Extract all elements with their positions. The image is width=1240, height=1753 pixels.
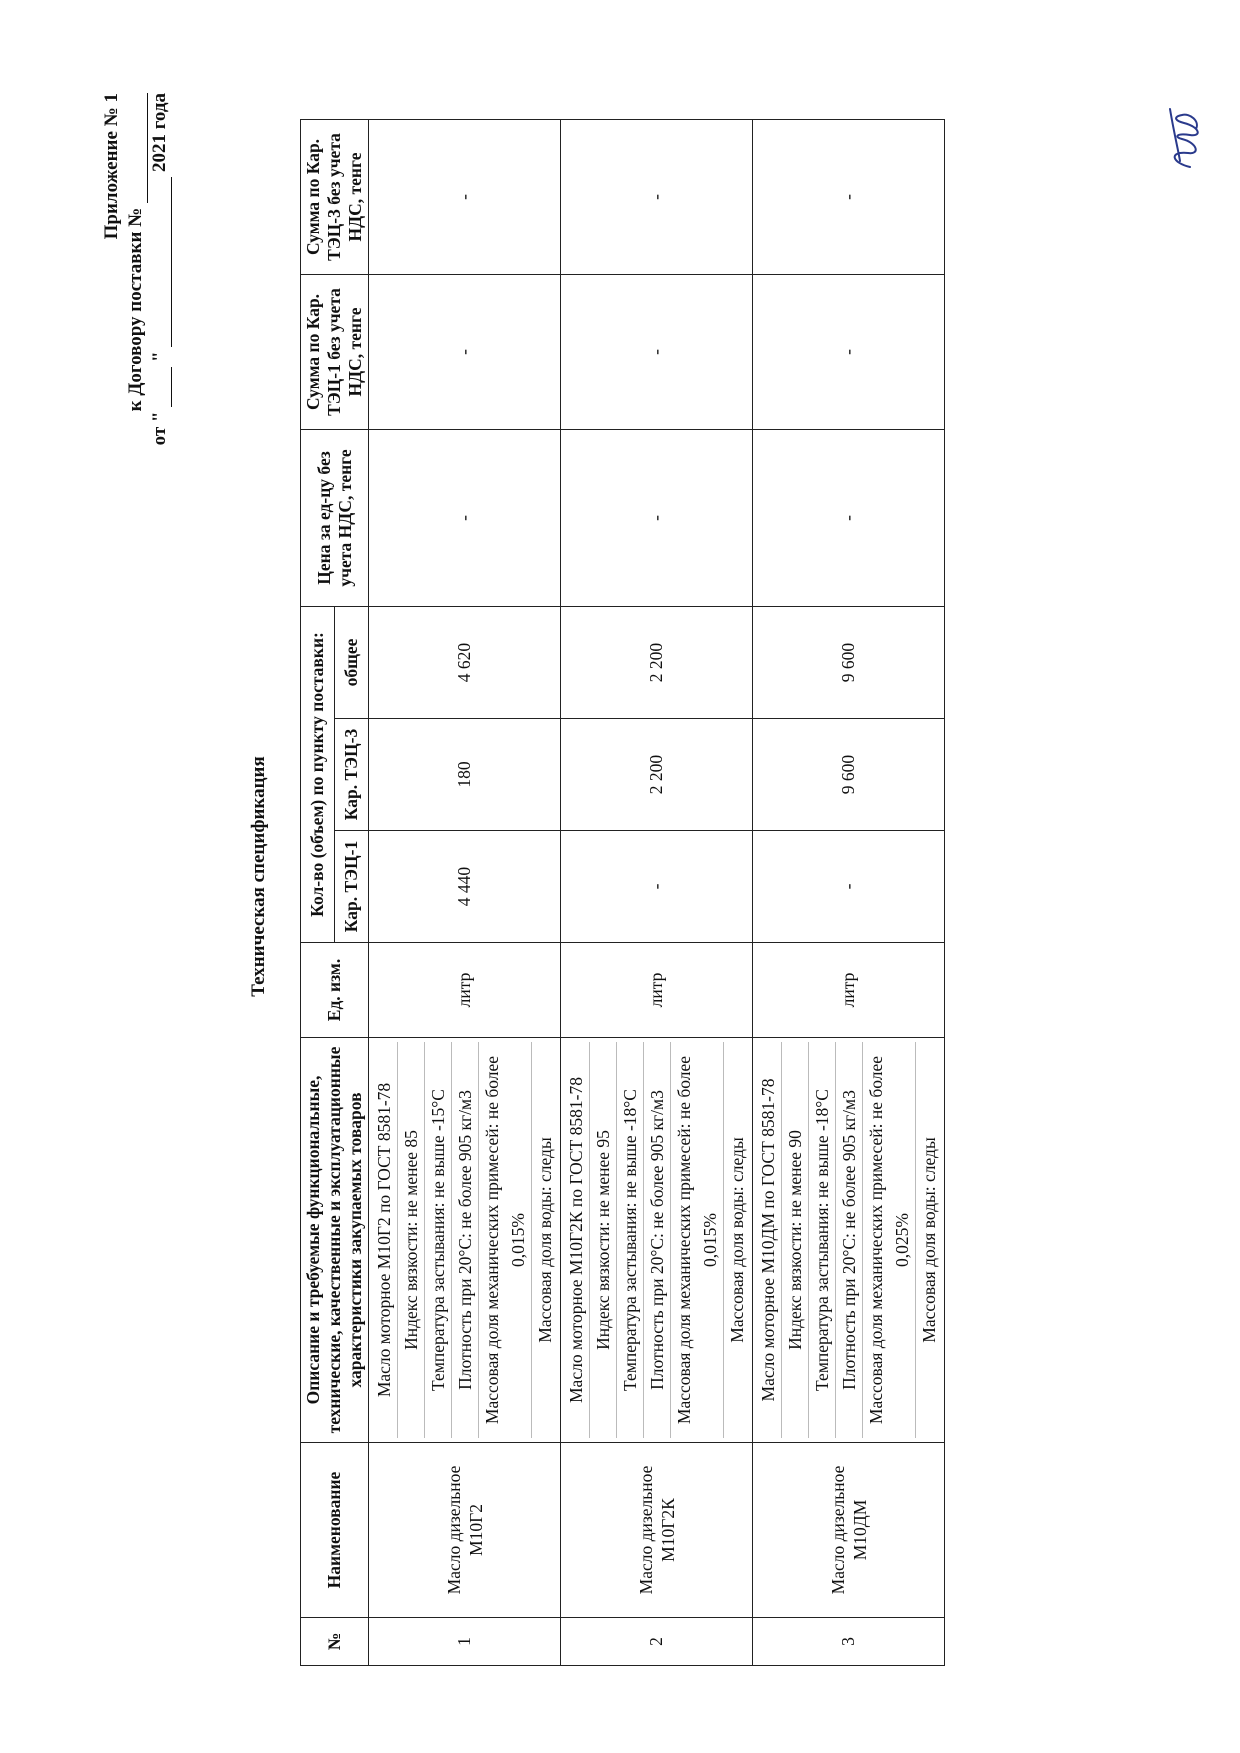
sum-tec1-cell: - — [561, 274, 753, 429]
desc-line: Плотность при 20°С: не более 905 кг/м3 — [644, 1042, 671, 1438]
desc-line: Масло моторное М10Г2 по ГОСТ 8581-78 — [371, 1042, 398, 1438]
product-name: Масло дизельное М10Г2 — [369, 1443, 561, 1618]
desc-line: Масло моторное М10Г2К по ГОСТ 8581-78 — [563, 1042, 590, 1438]
header-name: Наименование — [301, 1443, 369, 1618]
unit-cell: литр — [369, 943, 561, 1038]
table-row — [561, 119, 753, 1665]
table-header-row — [301, 119, 335, 1665]
qty-tec1-cell: - — [561, 831, 753, 943]
qty-total-cell: 2 200 — [561, 606, 753, 718]
unit-cell: литр — [753, 943, 945, 1038]
price-cell: - — [561, 429, 753, 606]
header-qty-tec1: Кар. ТЭЦ-1 — [335, 831, 369, 943]
contract-number-blank — [127, 93, 148, 203]
header-price: Цена за ед-цу без учета НДС, тенге — [301, 429, 369, 606]
desc-line: Массовая доля воды: следы — [535, 1137, 555, 1343]
qty-tec3-cell: 2 200 — [561, 719, 753, 831]
desc-line: Индекс вязкости: не менее 85 — [398, 1042, 425, 1438]
qty-tec1-cell: - — [753, 831, 945, 943]
contract-reference: к Договору поставки № — [124, 93, 148, 493]
price-cell: - — [753, 429, 945, 606]
qty-total-cell: 9 600 — [753, 606, 945, 718]
product-description — [753, 1038, 945, 1443]
header-sum-tec3: Сумма по Кар. ТЭЦ-3 без учета НДС, тенге — [301, 119, 369, 274]
desc-line: Температура застывания: не выше -18°С — [809, 1042, 836, 1438]
qty-tec1-cell: 4 440 — [369, 831, 561, 943]
desc-line: Масло моторное М10ДМ по ГОСТ 8581-78 — [755, 1042, 782, 1438]
qty-total-cell: 4 620 — [369, 606, 561, 718]
header-qty-tec3: Кар. ТЭЦ-3 — [335, 719, 369, 831]
desc-line: Плотность при 20°С: не более 905 кг/м3 — [836, 1042, 863, 1438]
sum-tec3-cell: - — [753, 119, 945, 274]
desc-line: Массовая доля механических примесей: не более 0,015% — [479, 1042, 532, 1438]
desc-line: Температура застывания: не выше -18°С — [617, 1042, 644, 1438]
appendix-number: Приложение № 1 — [101, 93, 122, 240]
qty-tec3-cell: 180 — [369, 719, 561, 831]
sum-tec1-cell: - — [753, 274, 945, 429]
sum-tec3-cell: - — [561, 119, 753, 274]
header-description: Описание и требуемые функциональные, технические, качественные и эксплуатационные характеристики закупаемых товаров — [301, 1038, 369, 1443]
document-title: Техническая спецификация — [248, 756, 269, 997]
qty-tec3-cell: 9 600 — [753, 719, 945, 831]
desc-line: Индекс вязкости: не менее 95 — [590, 1042, 617, 1438]
day-blank — [151, 367, 172, 407]
unit-cell: литр — [561, 943, 753, 1038]
specification-table — [300, 119, 945, 1666]
desc-line: Плотность при 20°С: не более 905 кг/м3 — [452, 1042, 479, 1438]
desc-line: Индекс вязкости: не менее 90 — [782, 1042, 809, 1438]
header-sum-tec1: Сумма по Кар. ТЭЦ-1 без учета НДС, тенге — [301, 274, 369, 429]
product-description — [369, 1038, 561, 1443]
header-quantity: Кол-во (объем) по пункту поставки: — [301, 606, 335, 942]
table-row — [369, 119, 561, 1665]
month-blank — [151, 177, 172, 347]
price-cell: - — [369, 429, 561, 606]
contract-date: от " " 2021 года — [149, 93, 170, 446]
product-description — [561, 1038, 753, 1443]
desc-line: Массовая доля механических примесей: не более 0,025% — [863, 1042, 916, 1438]
desc-line: Массовая доля воды: следы — [727, 1137, 747, 1343]
product-name: Масло дизельное М10Г2К — [561, 1443, 753, 1618]
sum-tec3-cell: - — [369, 119, 561, 274]
header-no: № — [301, 1618, 369, 1666]
product-name: Масло дизельное М10ДМ — [753, 1443, 945, 1618]
desc-line: Массовая доля механических примесей: не более 0,015% — [671, 1042, 724, 1438]
header-unit: Ед. изм. — [301, 943, 369, 1038]
header-qty-total: общее — [335, 606, 369, 718]
sum-tec1-cell: - — [369, 274, 561, 429]
desc-line: Массовая доля воды: следы — [919, 1137, 939, 1343]
table-row — [753, 119, 945, 1665]
row-number: 3 — [753, 1618, 945, 1666]
row-number: 1 — [369, 1618, 561, 1666]
handwritten-signature — [1160, 103, 1210, 173]
row-number: 2 — [561, 1618, 753, 1666]
appendix-header — [100, 93, 172, 493]
desc-line: Температура застывания: не выше -15°С — [425, 1042, 452, 1438]
